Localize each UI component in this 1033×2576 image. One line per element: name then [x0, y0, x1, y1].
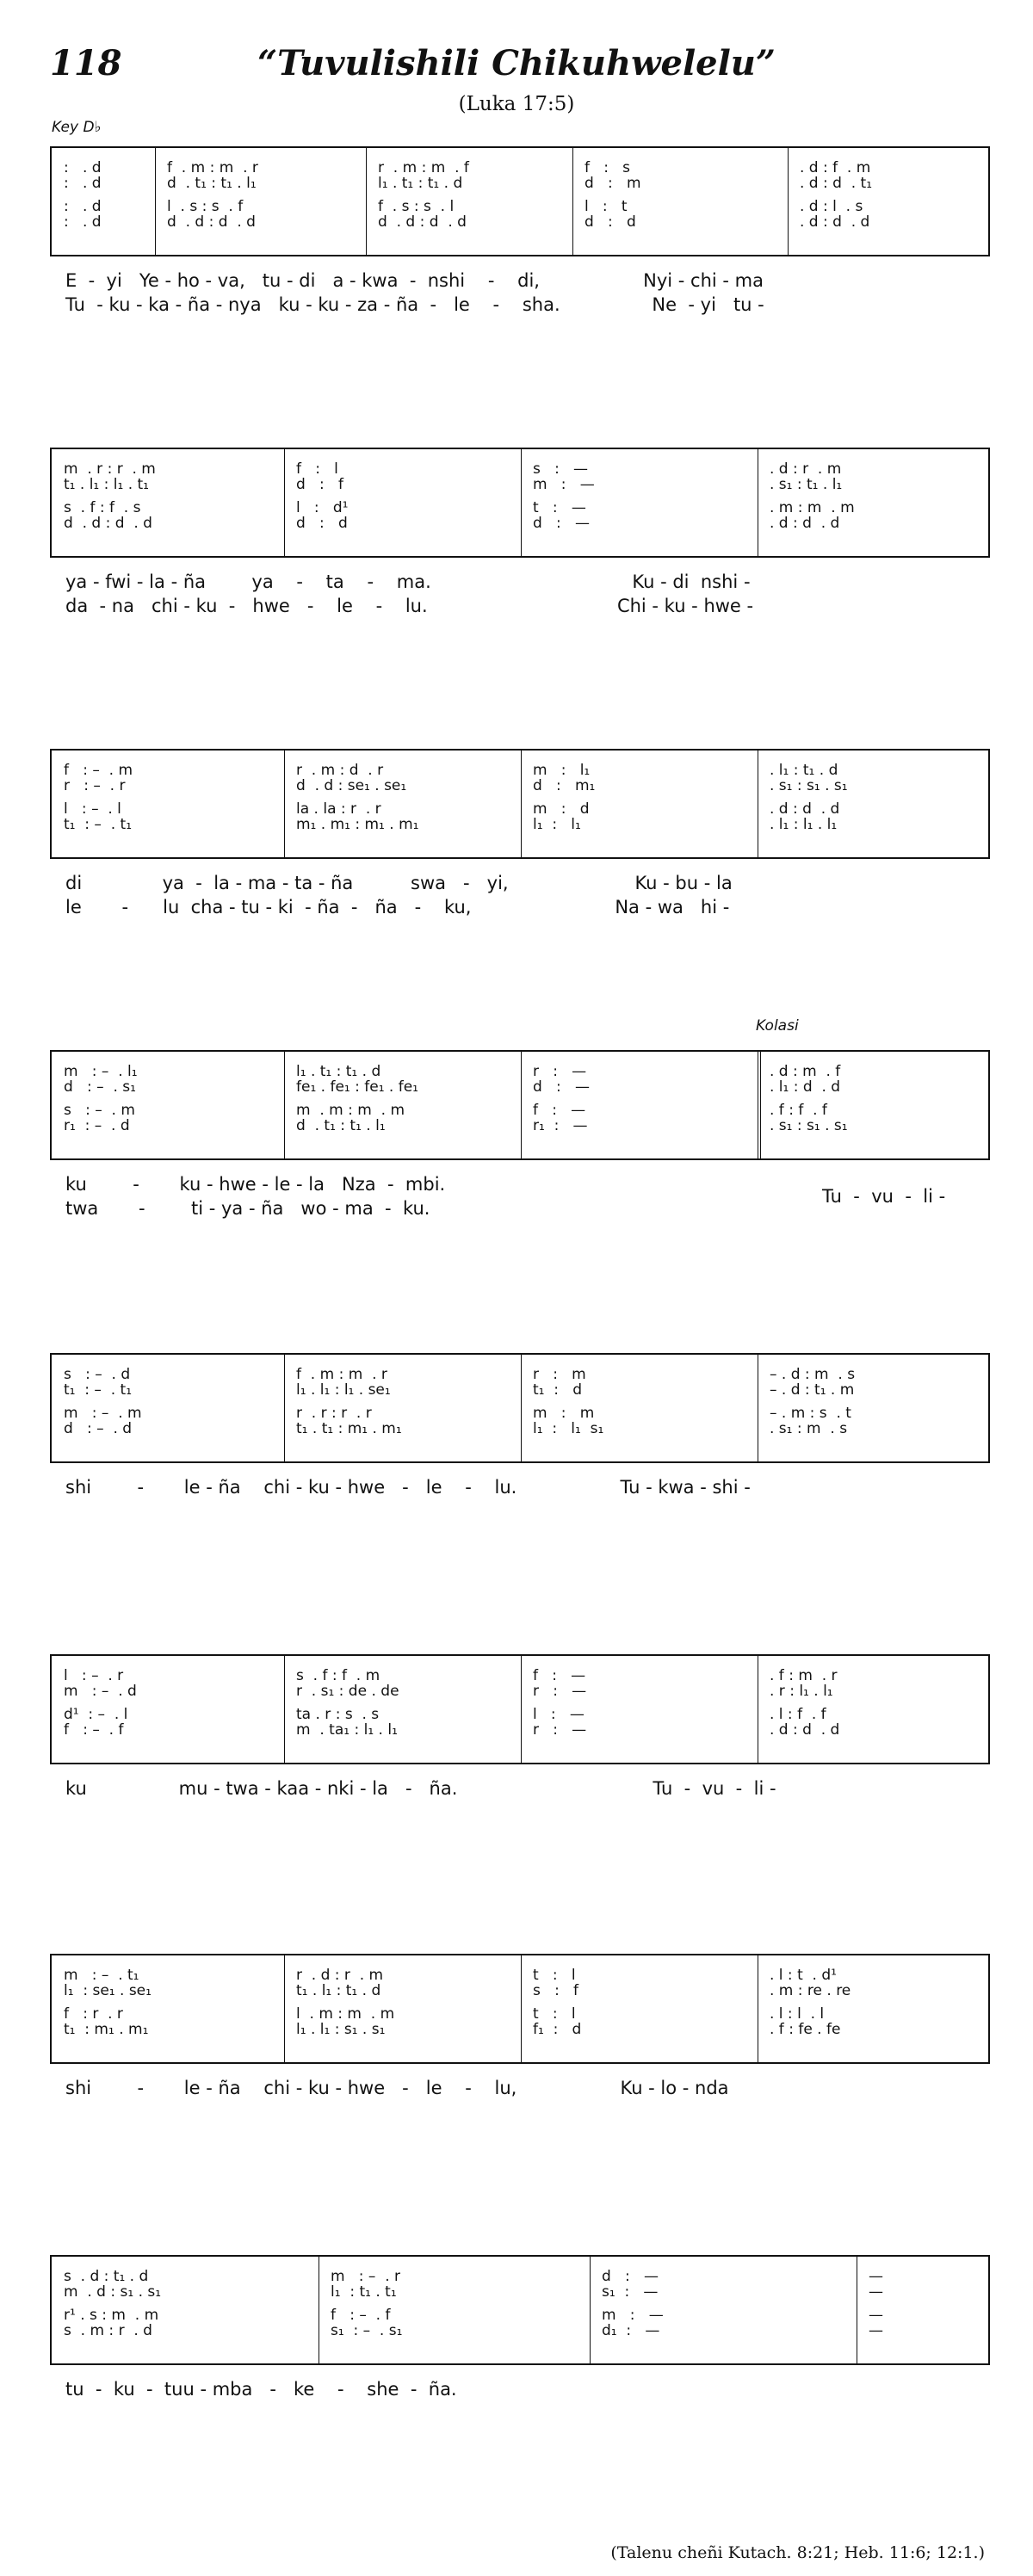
solfa-line: f : s: [585, 159, 630, 176]
solfa-line: t : l: [533, 1967, 576, 1984]
solfa-line: . d : d . d: [770, 1721, 840, 1739]
solfa-line: . d : l . s: [800, 198, 863, 215]
solfa-line: r : m: [533, 1366, 586, 1383]
bar-line: [366, 148, 367, 255]
bar-line: [572, 148, 573, 255]
solfa-line: l : —: [533, 1706, 585, 1723]
measure: [533, 1367, 749, 1436]
solfa-line: m : d: [533, 800, 590, 818]
music-system: [50, 448, 990, 558]
solfa-line: . f : f . f: [770, 1102, 827, 1119]
solfa-line: m : – . d: [64, 1683, 137, 1700]
solfa-line: t₁ : d: [533, 1381, 583, 1399]
solfa-line: . f : m . r: [770, 1667, 838, 1684]
solfa-line: s . f : f . m: [296, 1667, 380, 1684]
bar-line: [521, 1052, 522, 1158]
bar-line: [590, 2257, 591, 2363]
measure: [770, 1367, 983, 1436]
measure: [296, 1367, 512, 1436]
measure: [167, 160, 357, 230]
measure: [533, 1064, 749, 1134]
solfa-line: d₁ : —: [602, 2322, 660, 2339]
solfa-line: s . d : t₁ . d: [64, 2268, 149, 2285]
solfa-line: s . m : r . d: [64, 2322, 152, 2339]
measure: [533, 461, 749, 531]
bar-line: [284, 1355, 285, 1461]
bar-line: [155, 148, 156, 255]
solfa-line: – . d : m . s: [770, 1366, 856, 1383]
solfa-line: – . d : t₁ . m: [770, 1381, 855, 1399]
lyric-line: Tu - ku - ka - ña - nya ku - ku - za - ña - le - sha. Ne - yi tu -: [65, 294, 764, 315]
solfa-line: m : —: [602, 2307, 664, 2324]
measure: [770, 1064, 983, 1134]
solfa-line: r . r : r . r: [296, 1405, 372, 1422]
solfa-line: d : —: [533, 1078, 590, 1096]
solfa-line: d : f: [296, 476, 343, 493]
solfa-line: t₁ : – . t₁: [64, 1381, 133, 1399]
solfa-line: s : – . m: [64, 1102, 135, 1119]
music-system: [50, 1353, 990, 1463]
lyric-line: shi - le - ña chi - ku - hwe - le - lu. Tu - kwa - shi -: [65, 1477, 751, 1498]
solfa-line: – . m : s . t: [770, 1405, 851, 1422]
measure: [800, 160, 983, 230]
solfa-line: l . m : m . m: [296, 2005, 395, 2023]
solfa-line: f : r . r: [64, 2005, 123, 2023]
solfa-line: —: [869, 2307, 883, 2324]
solfa-line: m : —: [533, 476, 595, 493]
solfa-line: l₁ . t₁ : t₁ . d: [296, 1063, 381, 1080]
solfa-line: d : – . d: [64, 1420, 133, 1437]
measure: [602, 2269, 848, 2338]
solfa-line: l₁ : se₁ . se₁: [64, 1982, 152, 1999]
measure: [533, 1968, 749, 2037]
measure: [770, 763, 983, 832]
solfa-line: r : —: [533, 1683, 587, 1700]
measure: [770, 1968, 983, 2037]
solfa-line: f : —: [533, 1102, 586, 1119]
solfa-line: . d : r . m: [770, 460, 842, 478]
bar-line: [521, 1656, 522, 1763]
lyric-line: tu - ku - tuu - mba - ke - she - ña.: [65, 2379, 457, 2400]
scripture-reference: (Luka 17:5): [458, 93, 575, 115]
solfa-line: . d : m . f: [770, 1063, 841, 1080]
solfa-line: f₁ : d: [533, 2021, 582, 2038]
solfa-line: . s₁ : t₁ . l₁: [770, 476, 843, 493]
solfa-line: l : – . r: [64, 1667, 124, 1684]
solfa-line: . s₁ : s₁ . s₁: [770, 1117, 848, 1134]
solfa-line: s . f : f . s: [64, 499, 141, 516]
solfa-line: s : —: [533, 460, 589, 478]
lyric-line: di ya - la - ma - ta - ña swa - yi, Ku - bu - la: [65, 873, 733, 893]
solfa-line: r . m : m . f: [378, 159, 469, 176]
measure: [64, 1668, 275, 1738]
solfa-line: . f : fe . fe: [770, 2021, 841, 2038]
measure: [770, 1668, 983, 1738]
solfa-line: m₁ . m₁ : m₁ . m₁: [296, 816, 419, 833]
solfa-line: d : m₁: [533, 777, 596, 794]
solfa-line: t₁ : – . t₁: [64, 816, 133, 833]
measure: [296, 763, 512, 832]
solfa-line: . s₁ : m . s: [770, 1420, 848, 1437]
measure: [378, 160, 564, 230]
solfa-line: . d : d . t₁: [800, 175, 873, 192]
solfa-line: —: [869, 2322, 883, 2339]
solfa-line: l₁ : l₁ s₁: [533, 1420, 604, 1437]
measure: [331, 2269, 581, 2338]
solfa-line: r . d : r . m: [296, 1967, 384, 1984]
solfa-line: t : —: [533, 499, 586, 516]
solfa-line: s₁ : —: [602, 2283, 659, 2301]
measure: [296, 461, 512, 531]
solfa-line: l . s : s . f: [167, 198, 244, 215]
solfa-line: l₁ . l₁ : l₁ . se₁: [296, 1381, 391, 1399]
solfa-line: m . m : m . m: [296, 1102, 405, 1119]
solfa-line: t₁ . l₁ : l₁ . t₁: [64, 476, 149, 493]
solfa-line: . l₁ : t₁ . d: [770, 762, 838, 779]
solfa-line: . r : l₁ . l₁: [770, 1683, 833, 1700]
solfa-line: l : d¹: [296, 499, 349, 516]
measure: [296, 1968, 512, 2037]
song-number: 118: [50, 43, 122, 83]
measure: [585, 160, 779, 230]
solfa-line: r₁ : – . d: [64, 1117, 130, 1134]
solfa-line: la . la : r . r: [296, 800, 381, 818]
measure: [533, 763, 749, 832]
lyrics: [65, 1776, 776, 1801]
solfa-line: m . r : r . m: [64, 460, 156, 478]
lyric-line: le - lu cha - tu - ki - ña - ña - ku, Na - wa hi -: [65, 897, 730, 917]
solfa-line: . d : d . d: [800, 213, 870, 231]
solfa-line: d : m: [585, 175, 641, 192]
bar-line: [284, 751, 285, 857]
solfa-line: . l : f . f: [770, 1706, 826, 1723]
solfa-line: d : d: [585, 213, 636, 231]
measure: [64, 2269, 310, 2338]
solfa-line: m . ta₁ : l₁ . l₁: [296, 1721, 398, 1739]
solfa-line: r . s₁ : de . de: [296, 1683, 399, 1700]
solfa-line: m : – . r: [331, 2268, 401, 2285]
bar-line: [788, 148, 789, 255]
solfa-line: d : —: [533, 515, 590, 532]
solfa-line: l₁ : l₁: [533, 816, 581, 833]
lyrics: [65, 1475, 751, 1499]
solfa-line: m : m: [533, 1405, 595, 1422]
measure: [296, 1668, 512, 1738]
solfa-line: : . d: [64, 175, 102, 192]
solfa-line: r₁ : —: [533, 1117, 588, 1134]
solfa-line: ta . r : s . s: [296, 1706, 380, 1723]
bar-line: [521, 1355, 522, 1461]
lyrics: [65, 2377, 457, 2401]
solfa-line: : . d: [64, 159, 102, 176]
measure: [64, 1064, 275, 1134]
lyrics: [65, 1172, 445, 1220]
solfa-line: t₁ : m₁ . m₁: [64, 2021, 149, 2038]
solfa-line: l₁ : t₁ . t₁: [331, 2283, 397, 2301]
solfa-line: m : – . l₁: [64, 1063, 138, 1080]
solfa-line: r¹ . s : m . m: [64, 2307, 159, 2324]
solfa-line: l : t: [585, 198, 628, 215]
bar-line: [284, 1656, 285, 1763]
bar-line: [521, 1955, 522, 2062]
solfa-line: s₁ : – . s₁: [331, 2322, 403, 2339]
solfa-line: m . d : s₁ . s₁: [64, 2283, 162, 2301]
solfa-line: f : —: [533, 1667, 586, 1684]
solfa-line: t₁ . l₁ : t₁ . d: [296, 1982, 381, 1999]
bar-line: [521, 449, 522, 556]
measure: [296, 1064, 512, 1134]
measure: [770, 461, 983, 531]
solfa-line: . l : l . l: [770, 2005, 825, 2023]
measure: [64, 1968, 275, 2037]
solfa-line: s : – . d: [64, 1366, 131, 1383]
solfa-line: f : l: [296, 460, 338, 478]
measure: [64, 461, 275, 531]
measure: [869, 2269, 983, 2338]
solfa-line: —: [869, 2283, 883, 2301]
solfa-line: . l₁ : d . d: [770, 1078, 841, 1096]
solfa-line: d . t₁ : t₁ . l₁: [296, 1117, 386, 1134]
solfa-line: r : – . r: [64, 777, 126, 794]
solfa-line: . s₁ : s₁ . s₁: [770, 777, 848, 794]
solfa-line: d . t₁ : t₁ . l₁: [167, 175, 257, 192]
lyrics: [65, 570, 753, 618]
solfa-line: . l : t . d¹: [770, 1967, 837, 1984]
solfa-line: f : – . m: [64, 762, 133, 779]
measure: [533, 1668, 749, 1738]
solfa-line: s : f: [533, 1982, 578, 1999]
solfa-line: fe₁ . fe₁ : fe₁ . fe₁: [296, 1078, 418, 1096]
music-system: [50, 146, 990, 256]
solfa-line: . m : m . m: [770, 499, 855, 516]
solfa-line: d . d : d . d: [378, 213, 467, 231]
music-system: [50, 2255, 990, 2365]
solfa-line: d : – . s₁: [64, 1078, 136, 1096]
lyrics: [65, 269, 764, 317]
solfa-line: : . d: [64, 213, 102, 231]
lyric-line: ya - fwi - la - ña ya - ta - ma. Ku - di nshi -: [65, 571, 751, 592]
solfa-line: . d : d . d: [770, 515, 840, 532]
solfa-line: —: [869, 2268, 883, 2285]
music-system: [50, 1954, 990, 2064]
solfa-line: f : – . f: [64, 1721, 124, 1739]
solfa-line: d : d: [296, 515, 348, 532]
solfa-line: f . s : s . l: [378, 198, 455, 215]
solfa-line: l₁ . t₁ : t₁ . d: [378, 175, 463, 192]
solfa-line: f : – . f: [331, 2307, 391, 2324]
music-system: [50, 749, 990, 859]
solfa-line: d . d : d . d: [64, 515, 152, 532]
lyric-line: E - yi Ye - ho - va, tu - di a - kwa - nshi - di, Nyi - chi - ma: [65, 270, 764, 291]
song-title: “Tuvulishili Chikuhwelelu”: [257, 43, 776, 83]
solfa-line: t : l: [533, 2005, 576, 2023]
measure: [64, 160, 146, 230]
lyric-line: twa - ti - ya - ña wo - ma - ku.: [65, 1198, 430, 1219]
solfa-line: r : —: [533, 1063, 587, 1080]
solfa-line: r . m : d . r: [296, 762, 384, 779]
solfa-line: d . d : d . d: [167, 213, 256, 231]
solfa-line: d : —: [602, 2268, 659, 2285]
solfa-line: f . m : m . r: [167, 159, 258, 176]
solfa-line: l₁ . l₁ : s₁ . s₁: [296, 2021, 386, 2038]
lyrics: [65, 871, 733, 919]
solfa-line: d . d : se₁ . se₁: [296, 777, 407, 794]
solfa-line: m : – . t₁: [64, 1967, 139, 1984]
solfa-line: : . d: [64, 198, 102, 215]
music-system: [50, 1050, 990, 1160]
solfa-line: d¹ : – . l: [64, 1706, 128, 1723]
bar-line: [284, 449, 285, 556]
bar-line: [521, 751, 522, 857]
measure: [64, 1367, 275, 1436]
solfa-line: . l₁ : l₁ . l₁: [770, 816, 838, 833]
solfa-line: l : – . l: [64, 800, 121, 818]
lyric-line: ku mu - twa - kaa - nki - la - ña. Tu - vu - li -: [65, 1778, 776, 1799]
lyric-line: ku - ku - hwe - le - la Nza - mbi.: [65, 1174, 446, 1195]
bar-line: [284, 1955, 285, 2062]
footer-references: (Talenu cheñi Kutach. 8:21; Heb. 11:6; 12:1.): [610, 2543, 985, 2562]
lyrics: [65, 2076, 729, 2100]
key-signature: Key D♭: [52, 119, 102, 136]
solfa-line: m : – . m: [64, 1405, 142, 1422]
lyric-line: shi - le - ña chi - ku - hwe - le - lu, Ku - lo - nda: [65, 2078, 729, 2098]
music-system: [50, 1654, 990, 1764]
lyric-line: da - na chi - ku - hwe - le - lu. Chi - ku - hwe -: [65, 596, 754, 616]
solfa-line: f . m : m . r: [296, 1366, 387, 1383]
solfa-line: . m : re . re: [770, 1982, 851, 1999]
solfa-line: t₁ . t₁ : m₁ . m₁: [296, 1420, 402, 1437]
bar-line: [284, 1052, 285, 1158]
solfa-line: r : —: [533, 1721, 587, 1739]
solfa-line: . d : d . d: [770, 800, 840, 818]
measure: [64, 763, 275, 832]
solfa-line: m : l₁: [533, 762, 591, 779]
chorus-label: Kolasi: [756, 1017, 799, 1035]
solfa-line: . d : f . m: [800, 159, 871, 176]
bar-line: [758, 1052, 761, 1158]
lyric-line: Tu - vu - li -: [822, 1186, 946, 1207]
